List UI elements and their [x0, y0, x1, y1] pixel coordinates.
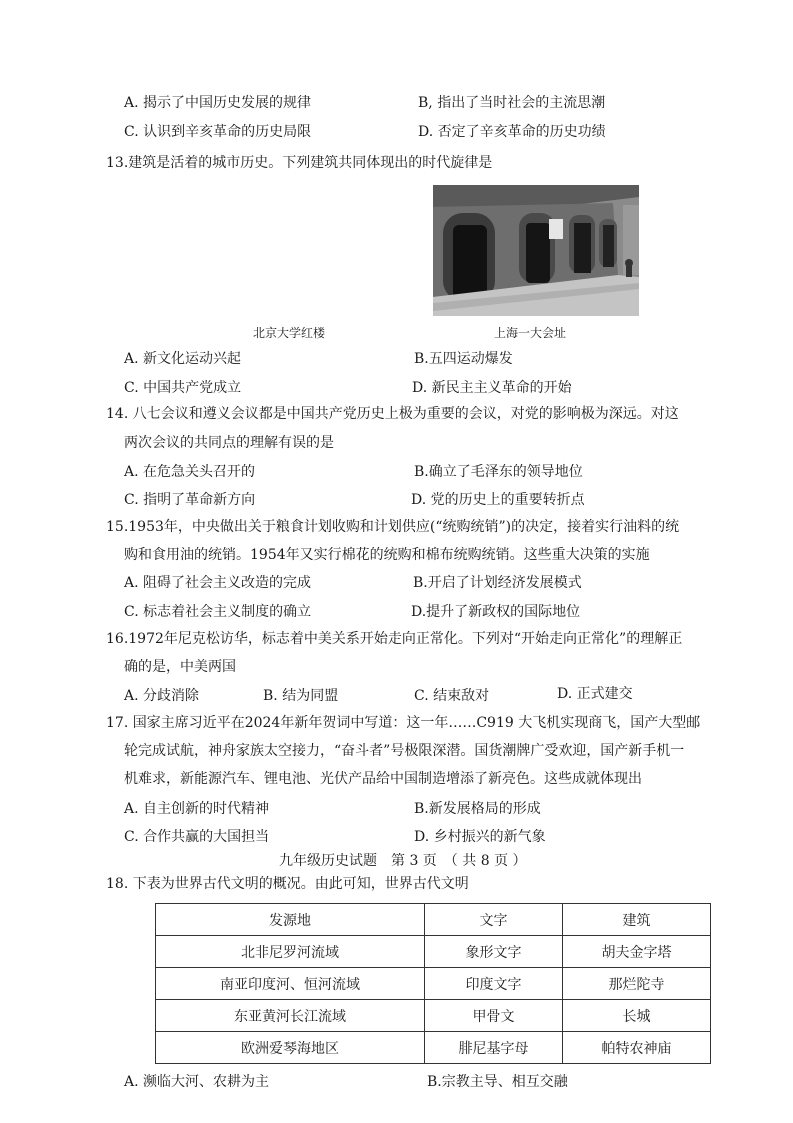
table-cell: 象形文字 [425, 936, 563, 968]
q17-stem-line2: 轮完成试航，神舟家族太空接力，“奋斗者”号极限深潜。国货潮牌广受欢迎，国产新手机一 [124, 743, 685, 759]
q17-option-b: B.新发展格局的形成 [414, 801, 541, 817]
q17-option-a: A. 自主创新的时代精神 [124, 801, 270, 817]
table-row [156, 1000, 711, 1032]
q15-option-b: B.开启了计划经济发展模式 [413, 575, 582, 591]
q12-option-c: C. 认识到辛亥革命的历史局限 [124, 124, 312, 140]
q14-option-b: B.确立了毛泽东的领导地位 [414, 464, 583, 480]
building-photo-graphic [433, 185, 639, 316]
q16-stem-line2: 确的是，中美两国 [124, 659, 236, 675]
q15-option-d: D.提升了新政权的国际地位 [411, 604, 581, 620]
table-row [156, 936, 711, 968]
q14-option-c: C. 指明了革命新方向 [124, 492, 256, 508]
table-row [156, 968, 711, 1000]
q14-option-a: A. 在危急关头召开的 [124, 464, 256, 480]
q15-option-c: C. 标志着社会主义制度的确立 [124, 604, 312, 620]
table-cell: 北非尼罗河流域 [156, 936, 425, 968]
q15-stem-line2: 购和食用油的统销。1954年又实行棉花的统购和棉布统购统销。这些重大决策的实施 [124, 547, 650, 563]
table-cell: 欧洲爱琴海地区 [156, 1032, 425, 1064]
q13-option-b: B.五四运动爆发 [414, 351, 513, 367]
q16-option-d: D. 正式建交 [557, 686, 633, 702]
table-cell: 甲骨文 [425, 1000, 563, 1032]
q13-option-c: C. 中国共产党成立 [124, 380, 242, 396]
q15-stem-line1: 15.1953年，中央做出关于粮食计划收购和计划供应(“统购统销”)的决定，接着实行油料的统 [106, 519, 680, 535]
q13-option-d: D. 新民主主义革命的开始 [412, 380, 572, 396]
q17-option-d: D. 乡村振兴的新气象 [414, 829, 546, 845]
shanghai-first-congress-site-photo [433, 185, 639, 316]
table-header-row [156, 904, 711, 936]
table-cell: 腓尼基字母 [425, 1032, 563, 1064]
table-cell: 胡夫金字塔 [563, 936, 711, 968]
q14-option-d: D. 党的历史上的重要转折点 [411, 492, 585, 508]
q16-stem-line1: 16.1972年尼克松访华，标志着中美关系开始走向正常化。下列对“开始走向正常化”的理解正 [106, 631, 683, 647]
q16-option-a: A. 分歧消除 [124, 688, 200, 704]
q17-stem-line3: 机难求，新能源汽车、锂电池、光伏产品给中国制造增添了新亮色。这些成就体现出 [124, 771, 642, 787]
q13-caption-shanghai: 上海一大会址 [494, 326, 567, 340]
table-header-cell: 发源地 [156, 904, 425, 936]
table-header-cell: 文字 [425, 904, 563, 936]
q18-stem: 18. 下表为世界古代文明的概况。由此可知，世界古代文明 [106, 876, 469, 892]
page-footer: 九年级历史试题 第 3 页 （ 共 8 页 ） [279, 853, 527, 869]
table-cell: 那烂陀寺 [563, 968, 711, 1000]
table-row [156, 1032, 711, 1064]
q17-option-c: C. 合作共赢的大国担当 [124, 829, 270, 845]
q14-stem-line2: 两次会议的共同点的理解有误的是 [124, 435, 334, 451]
table-cell: 帕特农神庙 [563, 1032, 711, 1064]
q18-option-a: A. 濒临大河、农耕为主 [124, 1074, 270, 1090]
q12-option-a: A. 揭示了中国历史发展的规律 [124, 95, 312, 111]
q13-stem: 13.建筑是活着的城市历史。下列建筑共同体现出的时代旋律是 [106, 155, 493, 171]
q12-option-b: B, 指出了当时社会的主流思潮 [418, 95, 606, 111]
q12-option-d: D. 否定了辛亥革命的历史功绩 [418, 124, 606, 140]
q16-option-c: C. 结束敌对 [414, 688, 490, 704]
table-cell: 印度文字 [425, 968, 563, 1000]
q17-stem-line1: 17. 国家主席习近平在2024年新年贺词中写道：这一年……C919 大飞机实现商飞，国产大型邮 [106, 715, 701, 731]
q18-option-b: B.宗教主导、相互交融 [427, 1074, 568, 1090]
table-cell: 长城 [563, 1000, 711, 1032]
table-header-cell: 建筑 [563, 904, 711, 936]
q13-option-a: A. 新文化运动兴起 [124, 351, 242, 367]
q16-option-b: B. 结为同盟 [263, 688, 339, 704]
table-cell: 东亚黄河长江流域 [156, 1000, 425, 1032]
ancient-civilizations-table [155, 903, 711, 1064]
q15-option-a: A. 阻碍了社会主义改造的完成 [124, 575, 312, 591]
q14-stem-line1: 14. 八七会议和遵义会议都是中国共产党历史上极为重要的会议，对党的影响极为深远。对这 [106, 406, 679, 422]
q13-caption-beijing: 北京大学红楼 [253, 326, 326, 340]
table-cell: 南亚印度河、恒河流域 [156, 968, 425, 1000]
